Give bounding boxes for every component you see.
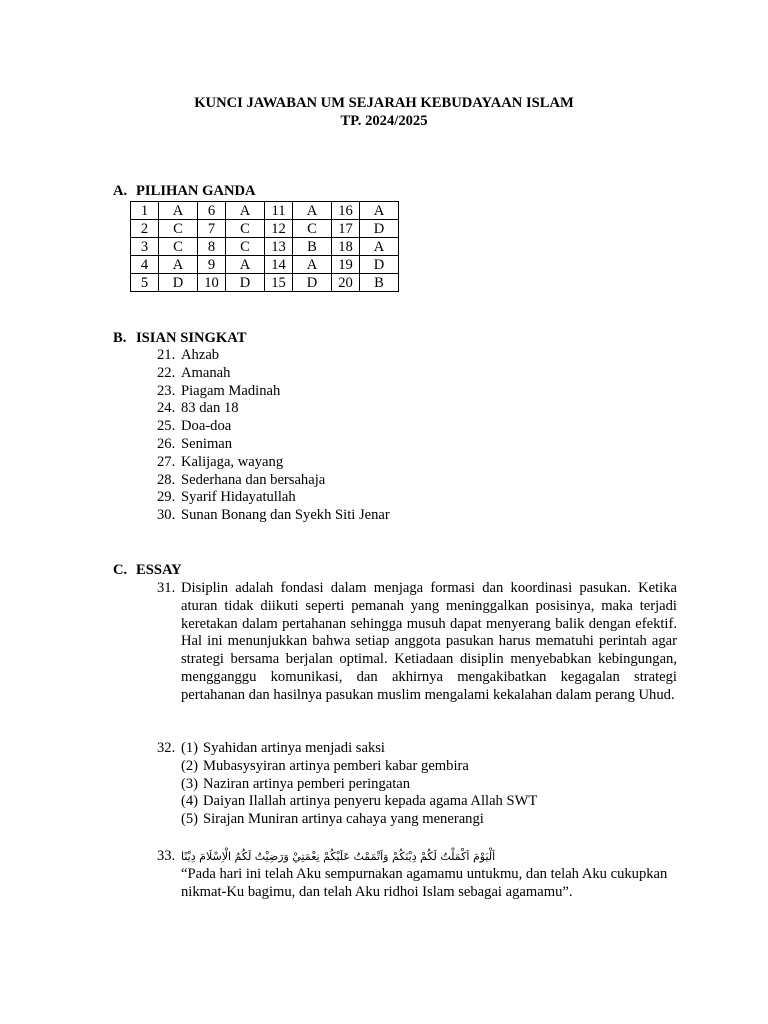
question-number-cell: 3 <box>131 238 159 256</box>
list-item <box>157 400 390 418</box>
list-item <box>157 489 390 507</box>
answer-cell: A <box>159 256 198 274</box>
section-c-heading <box>113 562 182 580</box>
question-number-cell: 14 <box>265 256 293 274</box>
question-number-cell: 17 <box>332 220 360 238</box>
list-item <box>181 740 677 758</box>
item-answer: Daiyan Ilallah artinya penyeru kepada agama Allah SWT <box>203 793 538 810</box>
question-number-cell: 18 <box>332 238 360 256</box>
item-answer: Mubasysyiran artinya pemberi kabar gembira <box>203 757 469 774</box>
item-answer: Seniman <box>181 435 233 452</box>
answer-cell: C <box>159 220 198 238</box>
item-number: (2) <box>181 757 199 774</box>
answer-table <box>130 201 399 292</box>
section-a-heading <box>113 183 256 201</box>
question-number-cell: 20 <box>332 274 360 292</box>
item-number: 22. <box>157 364 176 381</box>
essay-32-list <box>181 740 677 829</box>
essay-32 <box>157 740 677 829</box>
item-answer: Kalijaga, wayang <box>181 453 284 470</box>
answer-cell: B <box>293 238 332 256</box>
item-answer: Amanah <box>181 364 231 381</box>
question-number-cell: 1 <box>131 202 159 220</box>
question-number-cell: 8 <box>198 238 226 256</box>
answer-cell: C <box>159 238 198 256</box>
list-item <box>157 436 390 454</box>
item-answer: Sederhana dan bersahaja <box>181 471 326 488</box>
item-answer: Syahidan artinya menjadi saksi <box>203 740 385 756</box>
item-number: 27. <box>157 453 176 470</box>
question-number-cell: 16 <box>332 202 360 220</box>
table-row <box>131 220 399 238</box>
item-number: 23. <box>157 382 176 399</box>
table-row <box>131 238 399 256</box>
answer-cell: A <box>293 202 332 220</box>
item-answer: Naziran artinya pemberi peringatan <box>203 775 411 792</box>
essay-31 <box>157 580 677 705</box>
answer-cell: A <box>360 202 399 220</box>
essay-33 <box>157 848 677 901</box>
item-answer: Sirajan Muniran artinya cahaya yang menerangi <box>203 811 484 828</box>
list-item <box>157 365 390 383</box>
item-number: 29. <box>157 489 176 506</box>
section-b-title: ISIAN SINGKAT <box>136 330 247 346</box>
quran-verse-translation: “Pada hari ini telah Aku sempurnakan agamamu untukmu, dan telah Aku cukupkan nikmat-Ku bagimu, dan telah Aku ridhoi Islam sebagai agamamu”. <box>181 865 668 900</box>
list-item <box>157 418 390 436</box>
document-title <box>0 95 768 130</box>
item-number: (3) <box>181 775 199 792</box>
list-item <box>181 776 677 794</box>
item-number: (1) <box>181 740 199 756</box>
question-number-cell: 4 <box>131 256 159 274</box>
item-answer: Doa-doa <box>181 418 232 435</box>
question-number-cell: 19 <box>332 256 360 274</box>
item-answer: Piagam Madinah <box>181 382 281 399</box>
answer-cell: A <box>226 256 265 274</box>
item-number: 24. <box>157 400 176 417</box>
question-number-cell: 7 <box>198 220 226 238</box>
question-number-cell: 5 <box>131 274 159 292</box>
item-number: (4) <box>181 793 199 810</box>
table-row <box>131 256 399 274</box>
title-line-1: KUNCI JAWABAN UM SEJARAH KEBUDAYAAN ISLAM <box>194 95 574 111</box>
item-answer: Sunan Bonang dan Syekh Siti Jenar <box>181 507 390 524</box>
question-number-cell: 6 <box>198 202 226 220</box>
answer-cell: B <box>360 274 399 292</box>
item-number: 26. <box>157 435 176 452</box>
list-item <box>157 347 390 365</box>
answer-cell: D <box>293 274 332 292</box>
item-number: 30. <box>157 507 176 524</box>
answer-cell: D <box>360 220 399 238</box>
question-number-cell: 15 <box>265 274 293 292</box>
question-number-cell: 9 <box>198 256 226 274</box>
question-number-cell: 13 <box>265 238 293 256</box>
question-number-cell: 10 <box>198 274 226 292</box>
answer-cell: A <box>293 256 332 274</box>
essay-number: 32. <box>157 740 176 756</box>
list-item <box>157 454 390 472</box>
item-number: 25. <box>157 418 176 435</box>
question-number-cell: 11 <box>265 202 293 220</box>
table-row <box>131 202 399 220</box>
section-a-title: PILIHAN GANDA <box>136 183 256 199</box>
list-item <box>157 507 390 525</box>
answer-cell: C <box>293 220 332 238</box>
answer-cell: A <box>159 202 198 220</box>
list-item <box>157 472 390 490</box>
section-c-title: ESSAY <box>136 562 182 578</box>
essay-answer: Disiplin adalah fondasi dalam menjaga formasi dan koordinasi pasukan. Ketika aturan tidak diikuti seperti pemanah yang meninggalkan posisinya, maka terjadi keretakan dalam pertahanan sehingga musuh dapat menyerang balik dengan efektif. Hal ini menunjukkan bahwa setiap anggota pasukan harus mematuhi perintah agar strategi bersama berjalan optimal. Ketiadaan disiplin menyebabkan kebingungan, mengganggu komunikasi, dan akhirnya mengakibatkan kegagalan strategi pertahanan dan hasilnya pasukan muslim mengalami kekalahan dalam perang Uhud. <box>181 580 677 703</box>
quran-verse-arabic: اَلْيَوْمَ اَكْمَلْتُ لَكُمْ دِيْنَكُمْ وَاَتْمَمْتُ عَلَيْكُمْ نِعْمَتِيْ وَرَضِيْتُ لَكُمُ الْاِسْلَامَ دِيْنًا <box>181 850 496 863</box>
short-answer-list <box>157 347 390 525</box>
item-number: (5) <box>181 811 199 828</box>
section-c-letter: C. <box>113 562 128 578</box>
list-item <box>181 758 677 776</box>
title-line-2: TP. 2024/2025 <box>340 112 428 129</box>
answer-cell: C <box>226 238 265 256</box>
answer-cell: D <box>360 256 399 274</box>
question-number-cell: 2 <box>131 220 159 238</box>
section-b-letter: B. <box>113 330 127 346</box>
essay-number: 33. <box>157 848 176 864</box>
section-b-heading <box>113 330 246 348</box>
list-item <box>157 383 390 401</box>
item-answer: 83 dan 18 <box>181 400 239 417</box>
list-item <box>181 811 677 829</box>
essay-number: 31. <box>157 580 176 596</box>
question-number-cell: 12 <box>265 220 293 238</box>
item-number: 28. <box>157 471 176 488</box>
section-a-letter: A. <box>113 183 128 199</box>
item-number: 21. <box>157 347 176 363</box>
answer-cell: D <box>159 274 198 292</box>
table-row <box>131 274 399 292</box>
answer-cell: C <box>226 220 265 238</box>
item-answer: Syarif Hidayatullah <box>181 489 296 506</box>
item-answer: Ahzab <box>181 347 220 363</box>
list-item <box>181 793 677 811</box>
answer-cell: A <box>226 202 265 220</box>
answer-cell: A <box>360 238 399 256</box>
answer-cell: D <box>226 274 265 292</box>
